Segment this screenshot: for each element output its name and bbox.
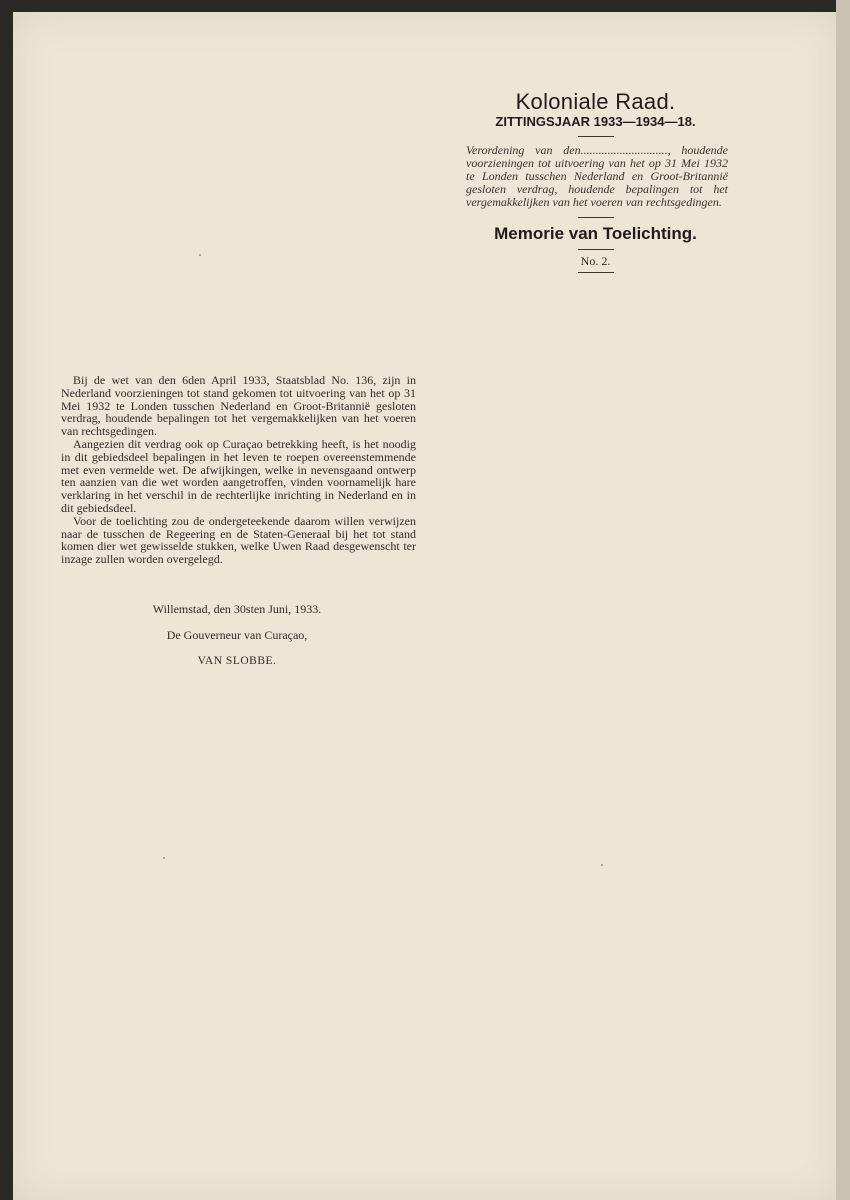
page-edge (836, 0, 850, 1200)
memo-title: Memorie van Toelichting. (494, 224, 697, 243)
paper-speck (199, 254, 201, 256)
body-text (61, 374, 416, 566)
document-number: No. 2. (580, 254, 611, 268)
document-header (458, 90, 733, 273)
paragraph: Aangezien dit verdrag ook op Curaçao betrekking heeft, is het noodig in dit gebiedsdeel bepalingen in het leven te roepen overeenstemmende met even vermelde wet. De afwijkingen, welke in nevensgaand ontwerp ten aanzien van die wet worden aangetroffen, vinden voornamelijk hare verklaring in het verschil in de rechterlijke inrichting in Nederland en in dit gebiedsdeel. (61, 436, 416, 515)
divider (578, 217, 614, 218)
place-date: Willemstad, den 30sten Juni, 1933. (152, 602, 322, 616)
governor-title: De Gouverneur van Curaçao, (166, 628, 308, 642)
paper-speck (601, 864, 603, 866)
session-year: ZITTINGSJAAR 1933—1934—18. (495, 114, 696, 129)
paragraph: Bij de wet van den 6den April 1933, Staatsblad No. 136, zijn in Nederland voorzieningen tot stand gekomen tot uitvoering van het op 31 Mei 1932 te Londen tusschen Nederland en Groot-Britannië gesloten verdrag, houdende bepalingen tot het vergemakkelijken van het voeren van rechtsgedingen. (61, 373, 416, 439)
paragraph: Voor de toelichting zou de ondergeteekende daarom willen verwijzen naar de tusschen de Regeering en de Staten-Generaal bij het tot stand komen dier wet gewisselde stukken, welke Uwen Raad desgewenscht ter inzage zullen worden overgelegd. (61, 513, 416, 567)
governor-name: VAN SLOBBE. (197, 655, 277, 667)
divider (578, 272, 614, 273)
divider (578, 249, 614, 250)
divider (578, 136, 614, 137)
document-page (13, 12, 839, 1200)
paper-speck (163, 857, 165, 859)
council-title: Koloniale Raad. (515, 89, 676, 114)
decree-description: Verordening van den............................., houdende voorzieningen tot uitvoering van het op 31 Mei 1932 te Londen tusschen Nederland en Groot-Britannië gesloten verdrag, houdende bepalingen tot het vergemakkelijken van het voeren van rechtsgedingen. (466, 143, 728, 209)
